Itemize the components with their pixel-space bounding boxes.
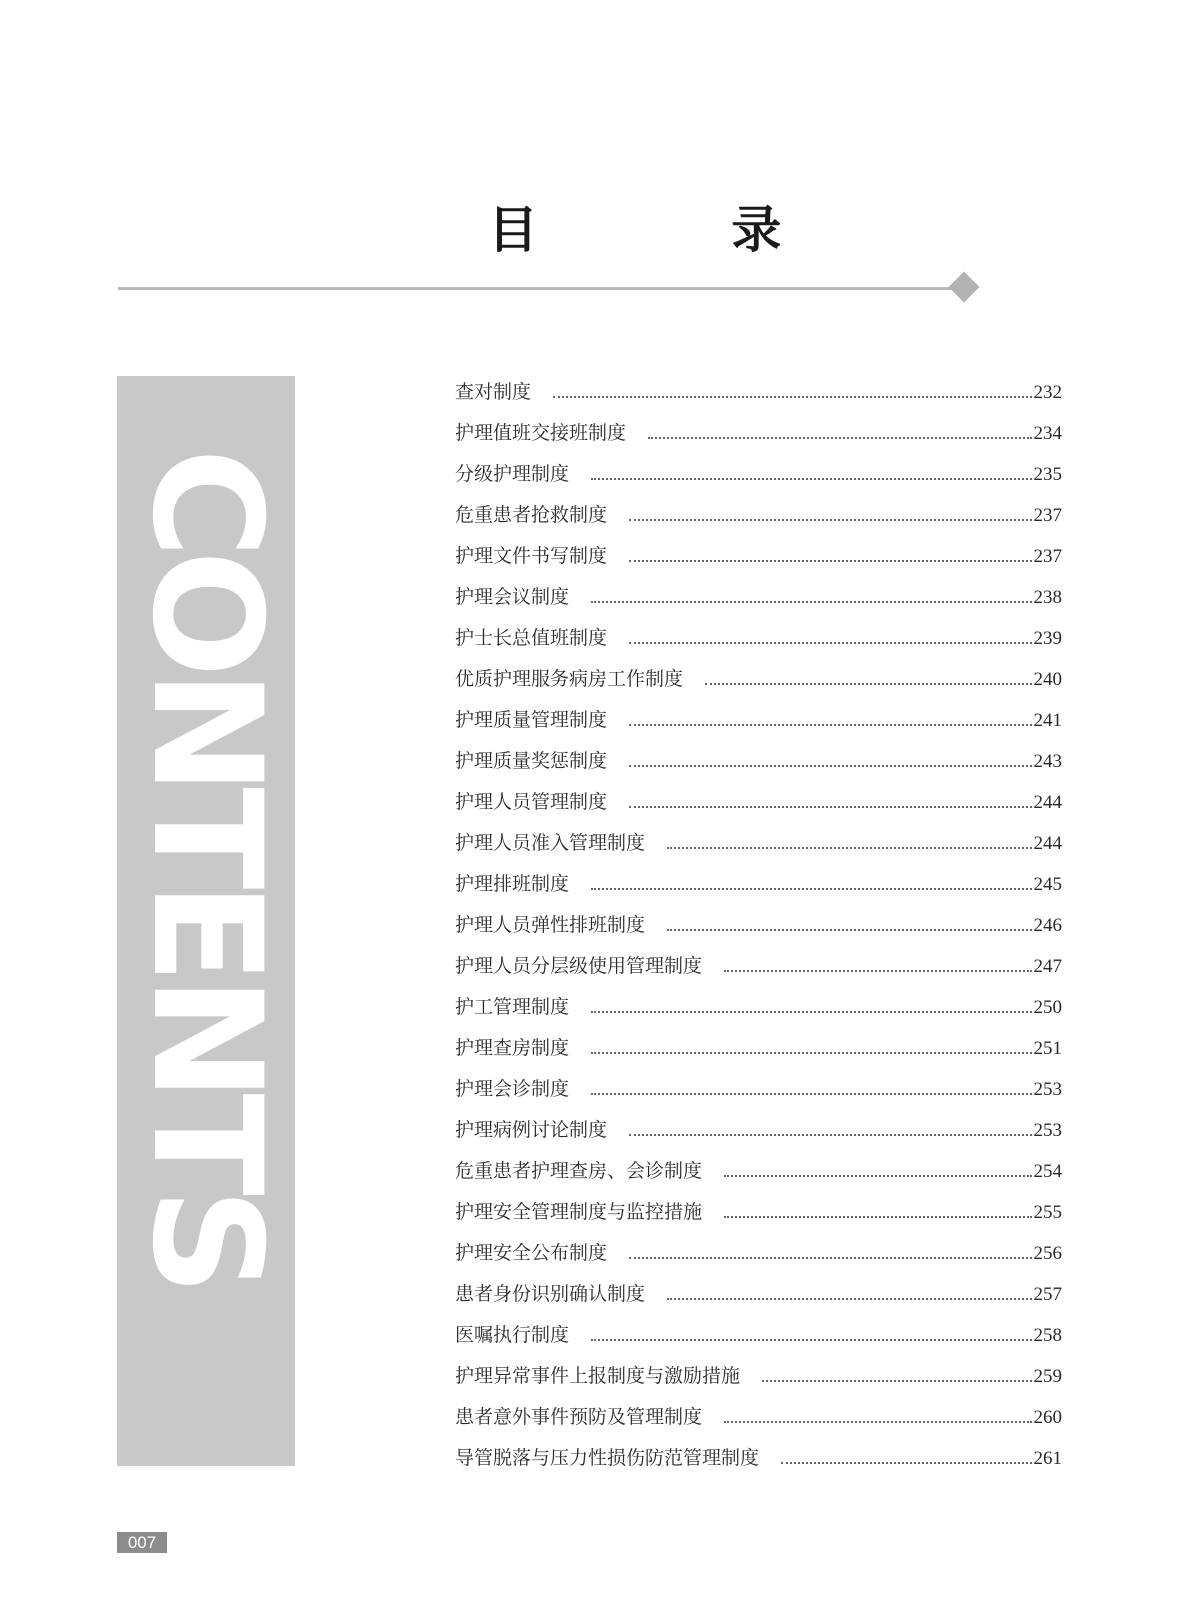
toc-entry[interactable] <box>455 1438 1062 1479</box>
toc-entry[interactable] <box>455 1069 1062 1110</box>
toc-entry-title: 护理质量管理制度 <box>455 709 608 731</box>
toc-leader-dots <box>724 970 1031 972</box>
toc-leader-dots <box>705 683 1031 685</box>
toc-leader-dots <box>629 765 1031 767</box>
toc-leader-dots <box>629 560 1031 562</box>
toc-leader-dots <box>591 1093 1031 1095</box>
toc-leader-dots <box>629 519 1031 521</box>
toc-entry-title: 护理质量奖惩制度 <box>455 750 608 772</box>
toc-leader-dots <box>762 1380 1031 1382</box>
toc-entry[interactable] <box>455 1274 1062 1315</box>
toc-entry-page: 257 <box>1033 1284 1062 1305</box>
toc-entry[interactable] <box>455 905 1062 946</box>
toc-entry[interactable] <box>455 618 1062 659</box>
toc-entry-page: 251 <box>1033 1038 1062 1059</box>
toc-entry-title: 导管脱落与压力性损伤防范管理制度 <box>455 1447 760 1469</box>
toc-leader-dots <box>629 806 1031 808</box>
toc-entry-title: 护理病例讨论制度 <box>455 1119 608 1141</box>
toc-entry[interactable] <box>455 823 1062 864</box>
toc-leader-dots <box>591 601 1031 603</box>
toc-entry[interactable] <box>455 577 1062 618</box>
toc-entry-page: 247 <box>1033 956 1062 977</box>
toc-entry[interactable] <box>455 413 1062 454</box>
toc-entry-title: 患者身份识别确认制度 <box>455 1283 646 1305</box>
toc-entry[interactable] <box>455 372 1062 413</box>
toc-entry-page: 254 <box>1033 1161 1062 1182</box>
contents-side-band <box>117 376 295 1466</box>
toc-entry[interactable] <box>455 1151 1062 1192</box>
toc-leader-dots <box>553 396 1031 398</box>
toc-entry-title: 查对制度 <box>455 381 532 403</box>
toc-entry-page: 232 <box>1033 382 1062 403</box>
toc-leader-dots <box>781 1462 1031 1464</box>
toc-entry-page: 259 <box>1033 1366 1062 1387</box>
toc-entry-title: 危重患者护理查房、会诊制度 <box>455 1160 703 1182</box>
toc-entry[interactable] <box>455 536 1062 577</box>
toc-entry-title: 护理查房制度 <box>455 1037 570 1059</box>
page-title: 目 录 <box>488 201 870 259</box>
toc-leader-dots <box>724 1175 1031 1177</box>
page-number: 007 <box>117 1532 167 1553</box>
toc-entry-page: 239 <box>1033 628 1062 649</box>
toc-entry-title: 护理值班交接班制度 <box>455 422 627 444</box>
toc-entry-page: 241 <box>1033 710 1062 731</box>
toc-entry-page: 253 <box>1033 1079 1062 1100</box>
toc-entry-page: 245 <box>1033 874 1062 895</box>
toc-entry[interactable] <box>455 987 1062 1028</box>
toc-entry[interactable] <box>455 1233 1062 1274</box>
toc-leader-dots <box>667 1298 1031 1300</box>
toc-entry-page: 255 <box>1033 1202 1062 1223</box>
toc-entry-page: 237 <box>1033 546 1062 567</box>
toc-leader-dots <box>648 437 1031 439</box>
toc-leader-dots <box>591 1339 1031 1341</box>
toc-entry[interactable] <box>455 1192 1062 1233</box>
toc-entry[interactable] <box>455 495 1062 536</box>
toc-entry-title: 护理会议制度 <box>455 586 570 608</box>
toc-entry[interactable] <box>455 864 1062 905</box>
toc-entry-page: 244 <box>1033 833 1062 854</box>
toc-entry[interactable] <box>455 659 1062 700</box>
toc-leader-dots <box>724 1421 1031 1423</box>
toc-leader-dots <box>629 642 1031 644</box>
toc-entry-title: 护理人员准入管理制度 <box>455 832 646 854</box>
toc-leader-dots <box>629 1134 1031 1136</box>
toc-entry[interactable] <box>455 1356 1062 1397</box>
toc-entry-page: 246 <box>1033 915 1062 936</box>
toc-entry-page: 235 <box>1033 464 1062 485</box>
toc-entry[interactable] <box>455 700 1062 741</box>
toc-entry-title: 护理异常事件上报制度与激励措施 <box>455 1365 741 1387</box>
toc-entry[interactable] <box>455 1110 1062 1151</box>
toc-leader-dots <box>629 724 1031 726</box>
toc-entry-page: 238 <box>1033 587 1062 608</box>
toc-entry-title: 护理人员分层级使用管理制度 <box>455 955 703 977</box>
diamond-ornament <box>948 271 979 302</box>
toc-entry-page: 256 <box>1033 1243 1062 1264</box>
toc-leader-dots <box>629 1257 1031 1259</box>
toc-entry-page: 234 <box>1033 423 1062 444</box>
toc-entry[interactable] <box>455 1315 1062 1356</box>
title-rule <box>118 287 958 290</box>
toc-entry-title: 护工管理制度 <box>455 996 570 1018</box>
toc-entry-page: 243 <box>1033 751 1062 772</box>
toc-entry-page: 240 <box>1033 669 1062 690</box>
toc-entry[interactable] <box>455 454 1062 495</box>
toc-entry-title: 护理排班制度 <box>455 873 570 895</box>
toc-entry-page: 250 <box>1033 997 1062 1018</box>
toc-leader-dots <box>591 1052 1031 1054</box>
toc-entry-title: 护士长总值班制度 <box>455 627 608 649</box>
toc-entry-page: 253 <box>1033 1120 1062 1141</box>
toc-entry-title: 护理安全公布制度 <box>455 1242 608 1264</box>
toc-entry-title: 分级护理制度 <box>455 463 570 485</box>
toc-entry[interactable] <box>455 741 1062 782</box>
toc-entry-title: 护理人员弹性排班制度 <box>455 914 646 936</box>
toc-leader-dots <box>724 1216 1031 1218</box>
toc-entry-title: 护理文件书写制度 <box>455 545 608 567</box>
toc-entry[interactable] <box>455 782 1062 823</box>
toc-entry-page: 237 <box>1033 505 1062 526</box>
toc-leader-dots <box>591 1011 1031 1013</box>
toc-entry-page: 258 <box>1033 1325 1062 1346</box>
toc-entry-title: 优质护理服务病房工作制度 <box>455 668 684 690</box>
toc-entry-title: 医嘱执行制度 <box>455 1324 570 1346</box>
toc-entry-title: 护理会诊制度 <box>455 1078 570 1100</box>
toc-list <box>455 372 1062 1479</box>
toc-entry[interactable] <box>455 946 1062 987</box>
toc-entry-title: 护理人员管理制度 <box>455 791 608 813</box>
toc-entry-title: 患者意外事件预防及管理制度 <box>455 1406 703 1428</box>
toc-entry-title: 护理安全管理制度与监控措施 <box>455 1201 703 1223</box>
toc-leader-dots <box>667 847 1031 849</box>
toc-entry-page: 261 <box>1033 1448 1062 1469</box>
toc-leader-dots <box>667 929 1031 931</box>
toc-entry[interactable] <box>455 1397 1062 1438</box>
toc-leader-dots <box>591 888 1031 890</box>
contents-side-word: CONTENTS <box>119 448 293 1288</box>
toc-entry-title: 危重患者抢救制度 <box>455 504 608 526</box>
toc-entry[interactable] <box>455 1028 1062 1069</box>
toc-entry-page: 260 <box>1033 1407 1062 1428</box>
toc-entry-page: 244 <box>1033 792 1062 813</box>
toc-leader-dots <box>591 478 1031 480</box>
